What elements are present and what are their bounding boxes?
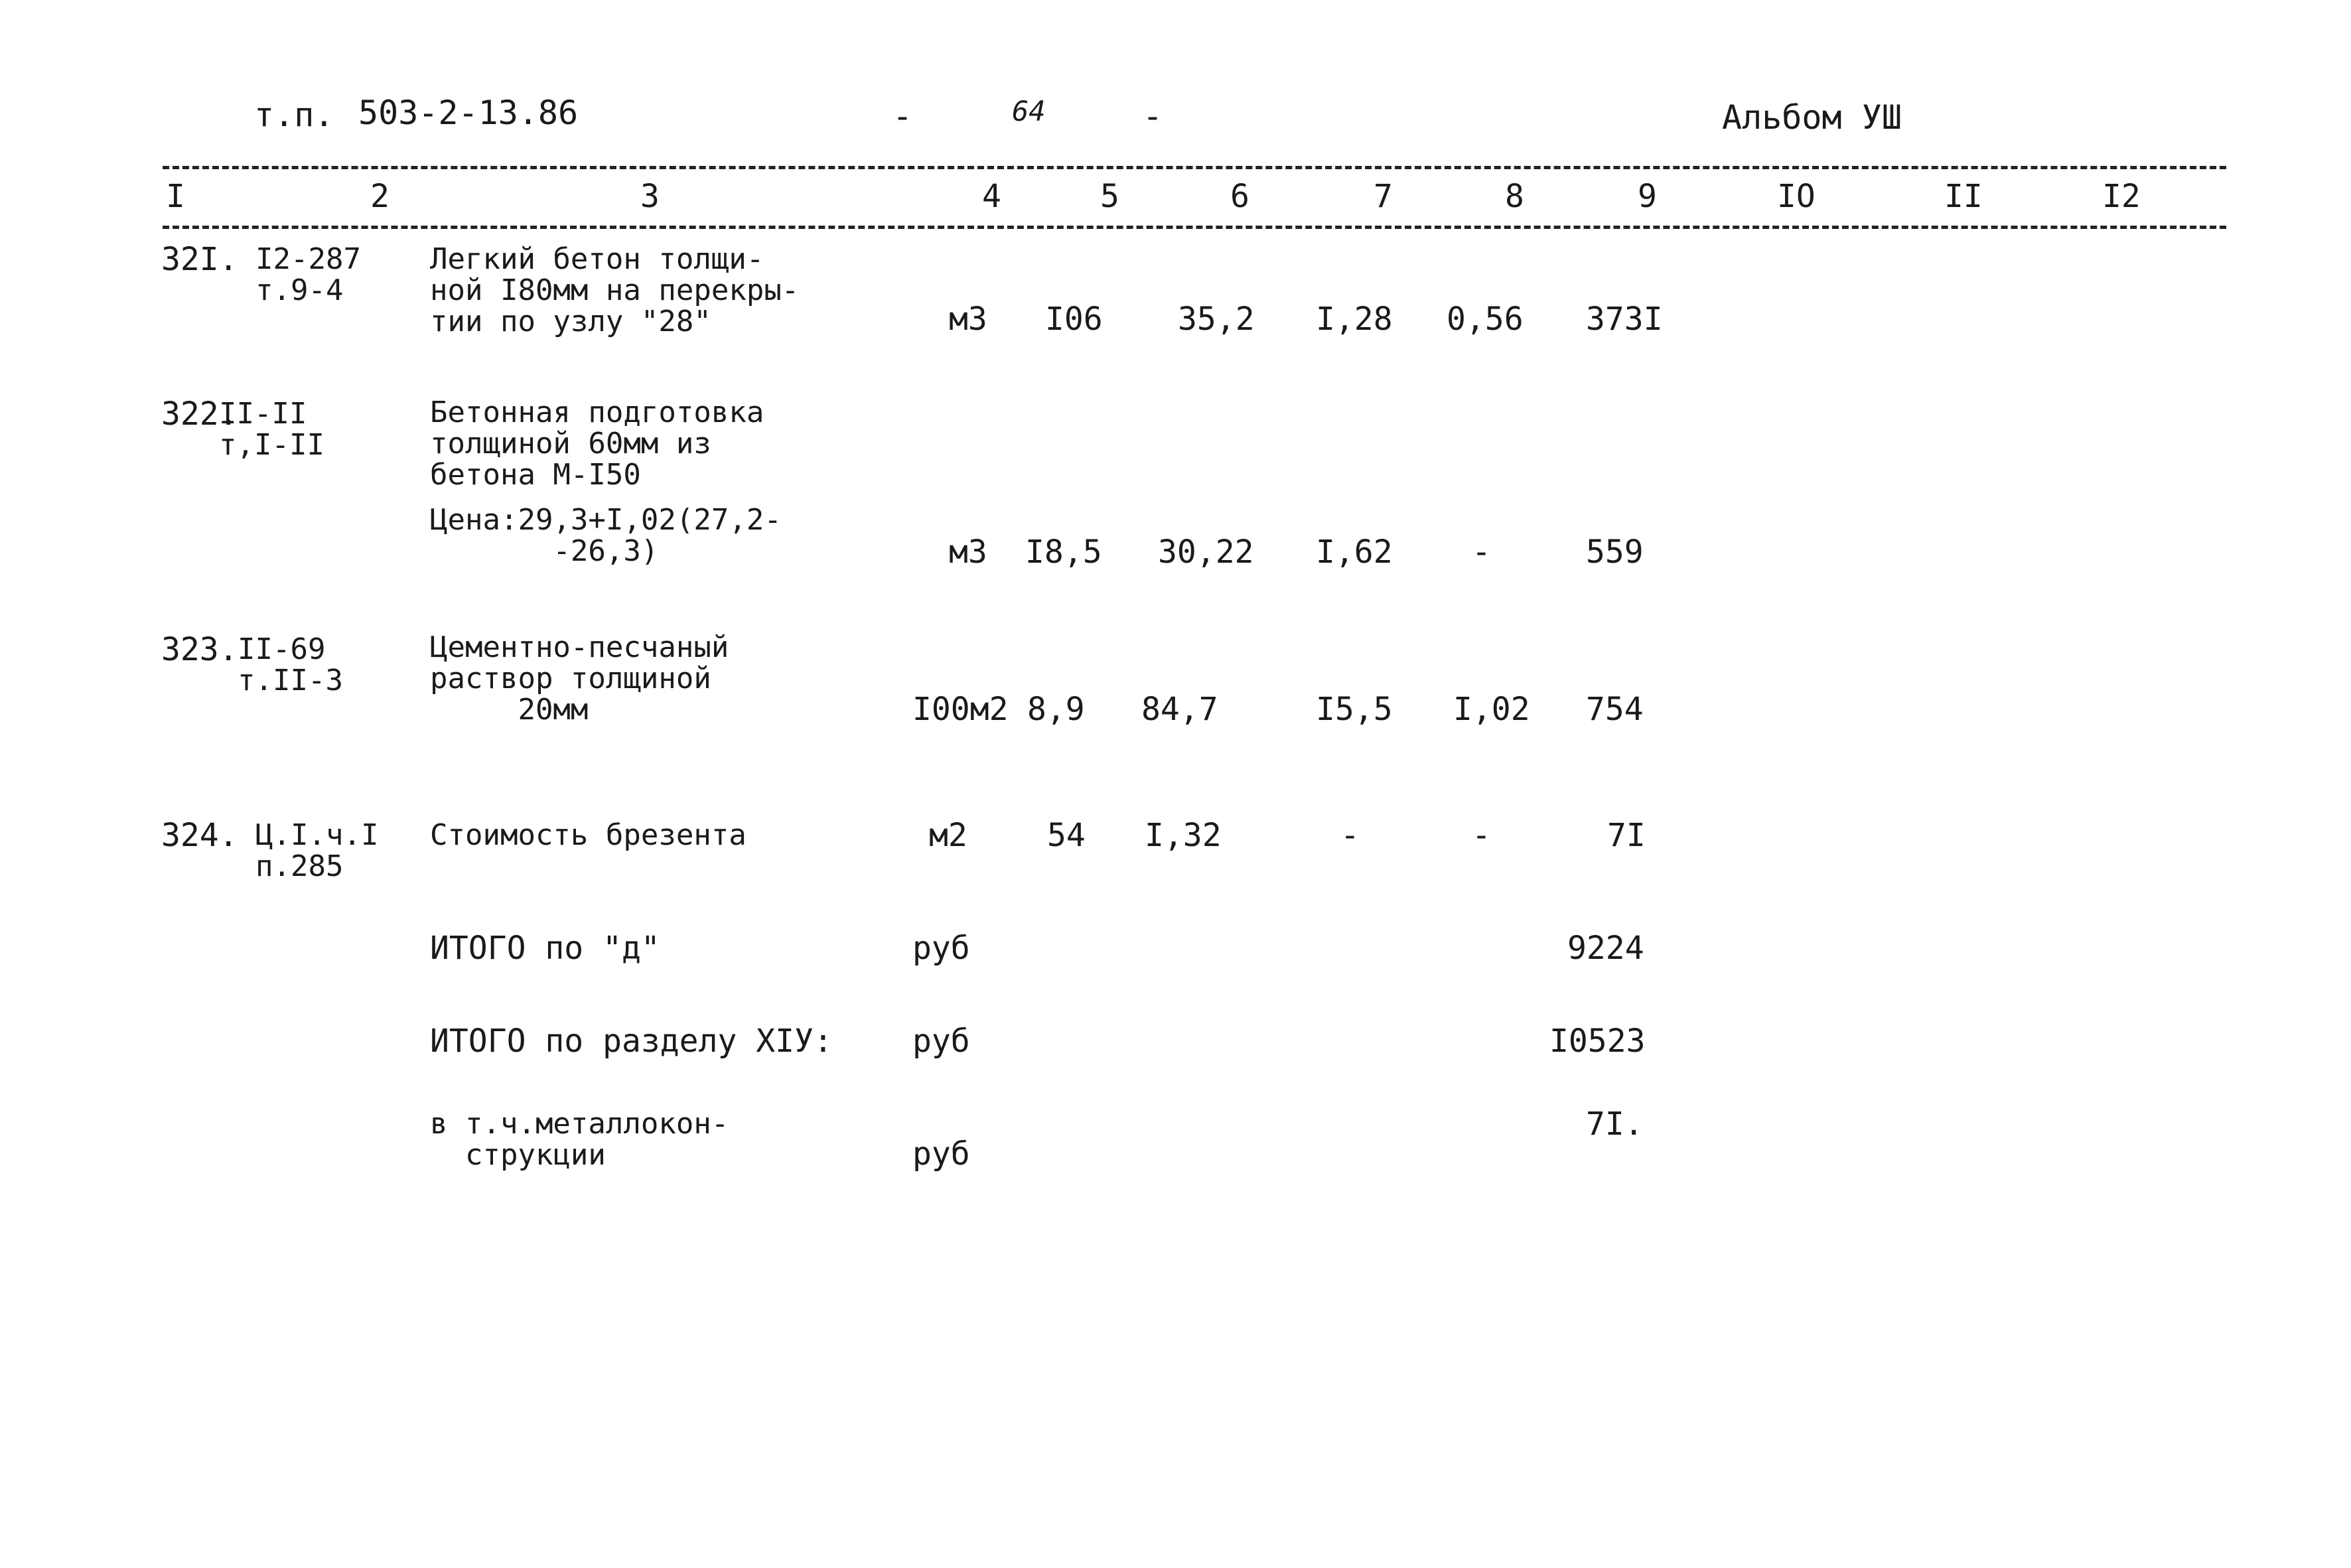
column-header-11: II	[1944, 178, 1983, 215]
page-dash-left: -	[892, 97, 913, 135]
column-header-6: 6	[1230, 178, 1249, 215]
row-322-number: 322.	[161, 395, 238, 433]
row-323-number: 323.	[161, 631, 238, 668]
header-rule-top	[163, 166, 2226, 169]
row-324-price: I,32	[1145, 817, 1222, 854]
row-323-code: II-69 т.II-3	[238, 632, 343, 697]
column-header-10: IO	[1777, 178, 1816, 215]
column-header-12: I2	[2102, 178, 2141, 215]
row-322-total: 559	[1586, 534, 1644, 571]
row-321-price: 35,2	[1178, 301, 1255, 338]
summary-metal-label: в т.ч.металлокон- струкции	[430, 1107, 729, 1172]
column-header-9: 9	[1638, 178, 1657, 215]
column-header-7: 7	[1374, 178, 1393, 215]
row-323-description: Цементно-песчаный раствор толщиной 20мм	[430, 630, 729, 727]
row-323-unit: I00м2	[912, 691, 1009, 728]
row-323-total: 754	[1586, 691, 1644, 728]
row-321-unit: м3	[949, 301, 987, 338]
row-321-description: Легкий бетон толщи- ной I80мм на перекры- тии по узлу "28"	[430, 242, 800, 338]
row-324-col7: -	[1340, 817, 1360, 854]
summary-section-total-unit: руб	[912, 1023, 970, 1060]
page-number: 64	[1012, 95, 1046, 127]
doc-ref-number: 503-2-13.86	[358, 94, 579, 132]
row-323-col8: I,02	[1453, 691, 1530, 728]
row-321-number: 32I.	[161, 241, 238, 278]
row-324-col8: -	[1472, 817, 1491, 854]
summary-total-d-label: ИТОГО по "д"	[430, 930, 660, 967]
row-323-price: 84,7	[1141, 691, 1218, 728]
column-header-2: 2	[370, 178, 390, 215]
doc-ref-prefix: т.п.	[254, 96, 334, 134]
summary-total-d-unit: руб	[912, 930, 970, 967]
summary-section-total-value: I0523	[1549, 1023, 1646, 1060]
column-header-1: I	[166, 178, 185, 215]
row-322-price-note: Цена:29,3+I,02(27,2- -26,3)	[430, 503, 782, 568]
row-322-unit: м3	[949, 534, 987, 571]
row-322-quantity: I8,5	[1025, 534, 1102, 571]
row-321-code: I2-287 т.9-4	[255, 242, 361, 307]
summary-metal-unit: руб	[912, 1135, 970, 1173]
column-header-8: 8	[1505, 178, 1524, 215]
page-dash-right: -	[1143, 97, 1163, 135]
row-321-col8: 0,56	[1447, 301, 1524, 338]
album-label: Альбом УШ	[1722, 98, 1902, 137]
row-321-total: 373I	[1586, 301, 1663, 338]
row-321-quantity: I06	[1045, 301, 1103, 338]
header-rule-bottom	[163, 226, 2226, 229]
summary-metal-value: 7I.	[1586, 1105, 1644, 1143]
row-324-description: Стоимость брезента	[430, 818, 747, 852]
row-322-description: Бетонная подготовка толщиной 60мм из бетона М-I50	[430, 395, 764, 492]
row-322-col7: I,62	[1316, 534, 1393, 571]
row-322-price: 30,22	[1158, 534, 1254, 571]
summary-total-d-value: 9224	[1567, 930, 1644, 967]
row-324-code: Ц.I.ч.I п.285	[255, 818, 379, 883]
row-321-col7: I,28	[1316, 301, 1393, 338]
row-323-col7: I5,5	[1316, 691, 1393, 728]
row-324-total: 7I	[1607, 817, 1646, 854]
summary-section-total-label: ИТОГО по разделу XIУ:	[430, 1023, 833, 1060]
row-324-number: 324.	[161, 817, 238, 854]
column-header-4: 4	[982, 178, 1001, 215]
row-322-code: II-II т,I-II	[219, 397, 324, 462]
row-323-quantity: 8,9	[1027, 691, 1085, 728]
column-header-3: 3	[640, 178, 660, 215]
row-322-col8: -	[1472, 534, 1491, 571]
row-324-quantity: 54	[1047, 817, 1086, 854]
row-324-unit: м2	[929, 817, 967, 854]
column-header-5: 5	[1100, 178, 1119, 215]
